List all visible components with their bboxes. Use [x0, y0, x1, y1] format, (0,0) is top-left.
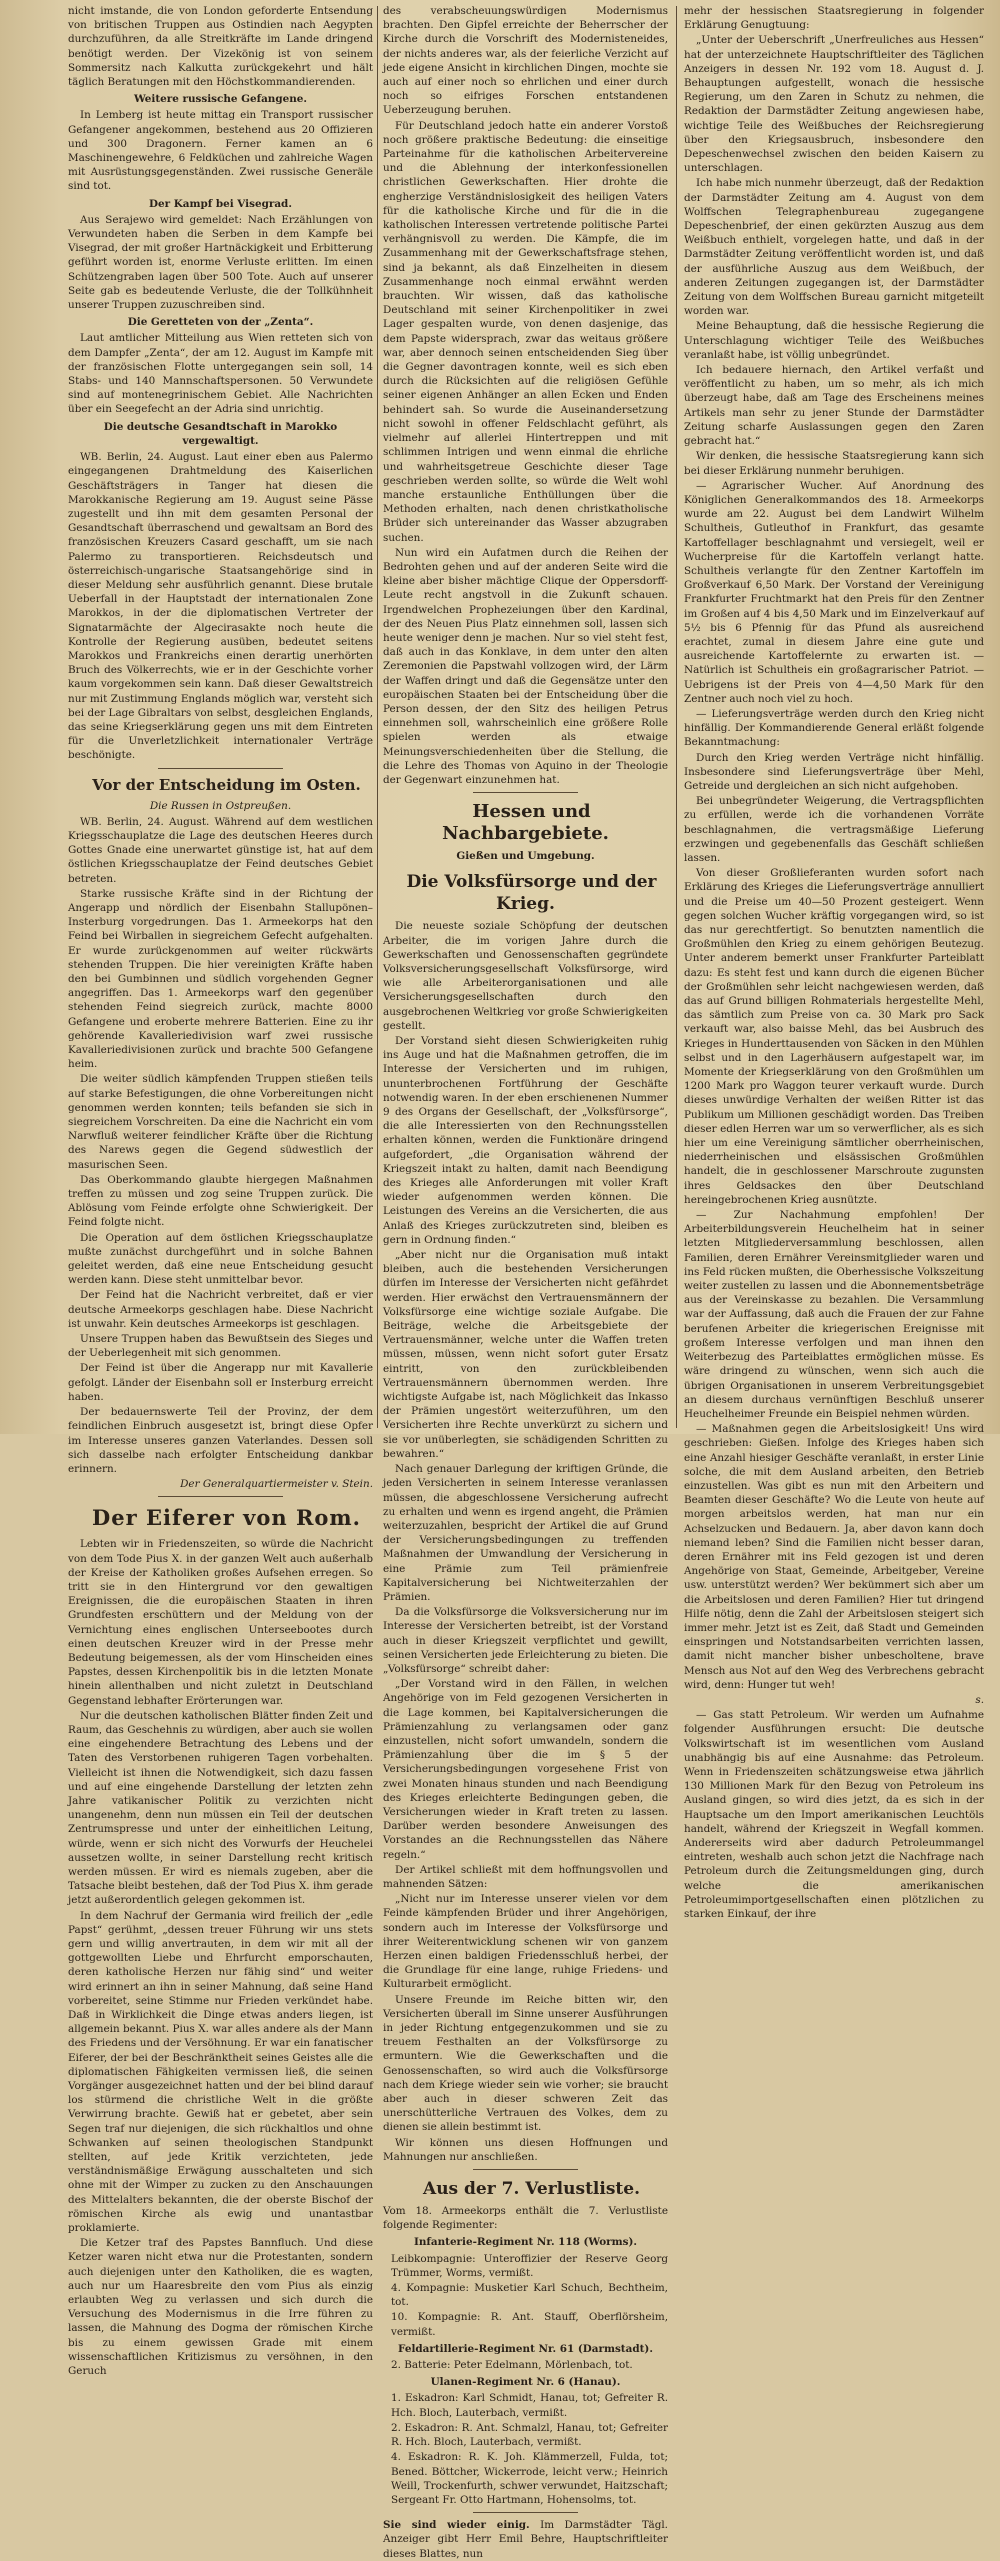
column-middle [383, 4, 668, 2560]
list-item: 4. Eskadron: R. K. Joh. Klämmerzell, Fulda, tot; Bened. Böttcher, Wickerrode, leicht verw.; Heinrich Weill, Trockenfurth, schwer verwundet, Haitzschaft; Sergeant Fr. Otto Hartmann, Hohensolms, tot. [391, 2451, 668, 2506]
paragraph: Der Feind ist über die Angerapp nur mit Kavallerie gefolgt. Länder der Eisenbahn soll er Insterburg erreicht haben. [68, 1362, 373, 1403]
paragraph: Wir denken, die hessische Staatsregierung kann sich bei dieser Erklärung nunmehr beruhigen. [684, 450, 984, 477]
article-title: Aus der 7. Verlustliste. [423, 2179, 640, 2200]
paragraph: Laut amtlicher Mitteilung aus Wien retteten sich von dem Dampfer „Zenta“, der am 12. August im Kampfe mit der französischen Flotte untergegangen sein soll, 14 Stabs- und 140 Mannschaftspersonen. 50 Verwundete sind auf montenegrinischem Gebiet. Alle Nachrichten über ein Seegefecht an der Adria sind unrichtig. [68, 332, 373, 416]
paragraph: des verabscheuungswürdigen Modernismus brachten. Den Gipfel erreichte der Beherrscher der Kirche durch die Vorschrift des Modernisteneides, der nichts anderes war, als der feierliche Verzicht auf jede eigene Ansicht in kirchlichen Dingen, mochte sie auch auf einer noch so ehrlichen und einer durch noch so eifriges Forschen entstandenen Ueberzeugung beruhen. [383, 5, 668, 117]
list-item: 1. Eskadron: Karl Schmidt, Hanau, tot; Gefreiter R. Hch. Bloch, Lauterbach, vermißt. [391, 2392, 668, 2419]
paragraph: Nun wird ein Aufatmen durch die Reihen der Bedrohten gehen und auf der anderen Seite wird die kleine aber bisher mächtige Clique der Oppersdorff-Leute recht angstvoll in die Zukunft schauen. Irgendwelchen Prophezeiungen über den Kardinal, der des Neuen Pius Platz einnehmen soll, lassen sich heute weniger denn je machen. Nur so viel steht fest, daß auch in das Konklave, in dem unter den alten Zeremonien die Papstwahl vollzogen wird, der Lärm der Waffen dringt und daß die Gegensätze unter den europäischen Staaten bei der Entscheidung über die Person dessen, der den Sitz des heiligen Petrus einnehmen soll, wahrscheinlich eine größere Rolle spielen werden als etwaige Meinungsverschiedenheiten über die Stellung, die die Lehre des Thomas von Aquino in der Theologie der Gegenwart einzunehmen hat. [383, 546, 668, 786]
paragraph: Von dieser Großlieferanten wurden sofort nach Erklärung des Krieges die Lieferungsverträge annulliert und die Preise um 40—50 Prozent gesteigert. Wenn gegen solchen Wucher kräftig vorgegangen wird, so ist das nur gerechtfertigt. So benutzten namentlich die Großmühlen den Krieg zu einem gehörigen Beutezug. Unter anderem bemerkt unser Frankfurter Parteiblatt dazu: Es steht fest und kann durch die eigenen Bücher der Großmühlen sehr leicht nachgewiesen werden, daß das auf Grund billigen Rohmaterials hergestellte Mehl, das sämtlich zum Preise von ca. 30 Mark pro Sack verkauft war, also baisse Mehl, das bei Ausbruch des Krieges in Hunderttausenden von Säcken in den Mühlen selbst und in den Lagerhäusern aufgestapelt war, im Momente der Kriegserklärung von den Großmühlen um 1200 Mark pro Waggon teurer verkauft wurde. Durch dieses unwürdige Verhalten der weißen Ritter ist das Publikum um Millionen geschädigt worden. Das Treiben dieser edlen Herren war um so verwerflicher, als es sich hier um eine Vereinigung sämtlicher oberrheinischen, niederrheinischen und elsässischen Großmühlen handelt, die in geschlossener Marschroute zugunsten ihres Geldsackes den über Deutschland hereingebrochenen Krieg ausnützte. [684, 867, 984, 1206]
section-heading: Die deutsche Gesandtschaft in Marokko vergewaltigt. [103, 420, 338, 447]
paragraph: — Zur Nachahmung empfohlen! Der Arbeiterbildungsverein Heuchelheim hat in seiner letzten Mitgliederversammlung beschlossen, allen Familien, deren Ernährer Vereinsmitglieder waren und ins Feld rücken mußten, die Oberhessische Volkszeitung weiter zustellen zu lassen und die Abonnementsbeträge aus der Vereinskasse zu bezahlen. Die Versammlung war der Auffassung, daß auch die Frauen der zur Fahne berufenen Arbeiter die kriegerischen Ereignisse mit großem Interesse verfolgen und man ihnen den Weiterbezug des Parteiblattes ermöglichen müsse. Es wäre dringend zu wünschen, wenn sich auch die übrigen Organisationen in unserem Verbreitungsgebiet an diesem durchaus vernünftigen Beschluß unserer Heuchelheimer Freunde ein Beispiel nehmen würden. [684, 1209, 984, 1420]
list-item: 10. Kompagnie: R. Ant. Stauff, Oberflörsheim, vermißt. [391, 2311, 668, 2338]
column-right [684, 4, 984, 1921]
paragraph: mehr der hessischen Staatsregierung in folgender Erklärung Genugtuung: [684, 5, 984, 32]
signature: Der Generalquartiermeister v. Stein. [180, 1478, 373, 1491]
paragraph: In dem Nachruf der Germania wird freilich der „edle Papst“ gerühmt, „dessen treuer Führung wir uns stets gern und willig anvertrauten, in dem wir mit all der gottgewollten Liebe und Ehrfurcht emporschauten, deren katholische Herzen nur fähig sind“ und weiter wird erinnert an ihn in seiner Mahnung, daß seine Hand vorbereitet, seine Stimme nur Frieden verkündet habe. Daß in Wirklichkeit die Dinge etwas anders liegen, ist allgemein bekannt. Pius X. war alles andere als der Mann des Friedens und der Versöhnung. Er war ein fanatischer Eiferer, der bei der Beschränktheit seines Geistes alle die diplomatischen Fähigkeiten vermissen ließ, die seinen Vorgänger ausgezeichnet hatten und der bei blind darauf los stürmend die christliche Welt in die größte Verwirrung brachte. Gewiß hat er gebetet, aber sein Segen traf nur diejenigen, die sich rückhaltlos und ohne Schwanken auf seinen theologischen Standpunkt stellten, auf jede Kritik verzichteten, jede verständnismäßige Erwägung ausschalteten und sich ohne mit der Wimper zu zucken zu den Anschauungen des Mittelalters bekannten, die der oberste Bischof der römischen Kirche als ewig und unantastbar proklamierte. [68, 1909, 373, 2235]
section-subtitle: Gießen und Umgebung. [456, 850, 595, 863]
list-item: 2. Eskadron: R. Ant. Schmalzl, Hanau, tot; Gefreiter R. Hch. Bloch, Lauterbach, vermißt. [391, 2421, 668, 2449]
paragraph: Der Feind hat die Nachricht verbreitet, daß er vier deutsche Armeekorps geschlagen habe. Diese Nachricht ist unwahr. Kein deutsches Armeekorps ist geschlagen. [68, 1289, 373, 1330]
paragraph: Ich bedauere hiernach, den Artikel verfaßt und veröffentlicht zu haben, um so mehr, als ich mich überzeugt habe, daß am Tage des Erscheinens meines Artikels man sehr zu jener Stunde der Darmstädter Zeitung scharfe Auslassungen gegen den Zaren gebracht hat.“ [684, 364, 984, 448]
paragraph: WB. Berlin, 24. August. Laut einer eben aus Palermo eingegangenen Drahtmeldung des Kaiserlichen Geschäftsträgers in Tanger hat diesen die Marokkanische Regierung am 19. August seine Pässe zugestellt und ihn mit dem gesamten Personal der Gesandtschaft überraschend und gewaltsam an Bord des französischen Kreuzers Casard geschafft, um sie nach Palermo zu transportieren. Reichsdeutsch und österreichisch-ungarische Staatsangehörige sind in dieser Meldung sehr ausführlich genannt. Diese brutale Ueberfall in der Hauptstadt der internationalen Zone Marokkos, in der die diplomatischen Vertreter der Signatarmächte der Algecirasakte noch heute die Kontrolle der Regierung ausüben, bedeutet seitens Marokkos und Frankreichs einen derartig unerhörten Bruch des Völkerrechts, wie er in der Geschichte vorher kaum vorgekommen sein kann. Daß dieser Gewaltstreich nur mit Zustimmung Englands möglich war, versteht sich bei der Lage Gibraltars von selbst, desgleichen Englands, das seine Kriegserklärung gegen uns mit dem Eintreten für die Unverletzlichkeit internationaler Verträge beschönigte. [68, 451, 373, 762]
paragraph: Nach genauer Darlegung der kriftigen Gründe, die jeden Versicherten in seinem Interesse veranlassen müssen, die abgeschlossene Versicherung aufrecht zu erhalten und wenn es irgend angeht, die Prämien weiterzuzahlen, bespricht der Artikel die auf Grund der Versicherungsbedingungen zu treffenden Maßnahmen der Umwandlung der Versicherung in eine Prämie zum Teil prämienfreie Kapitalversicherung bei Nichtweiterzahlen der Prämien. [383, 1463, 668, 1603]
divider [473, 792, 578, 793]
divider [473, 2169, 578, 2170]
paragraph: Da die Volksfürsorge die Volksversicherung nur im Interesse der Versicherten betreibt, ist der Vorstand auch in dieser Kriegszeit verpflichtet und gewillt, seinen Versicherten jede Erleichterung zu bieten. Die „Volksfürsorge“ schreibt daher: [383, 1606, 668, 1675]
paragraph: Starke russische Kräfte sind in der Richtung der Angerapp und nördlich der Eisenbahn Stallupönen–Insterburg vorgedrungen. Das 1. Armeekorps hat den Feind bei Wirballen in siegreichem Gefecht aufgehalten. Er wurde zurückgenommen auf weiter rückwärts stehenden Truppen. Die hier vereinigten Kräfte haben den bei Gumbinnen und südlich vorgehenden Gegner angegriffen. Das 1. Armeekorps warf den gegenüber stehenden Feind siegreich zurück, machte 8000 Gefangene und eroberte mehrere Batterien. Eine zu ihr gehörende Kavalleriedivision warf zwei russische Kavalleriedivisionen zurück und brachte 500 Gefangene heim. [68, 887, 373, 1071]
paragraph: Nur die deutschen katholischen Blätter finden Zeit und Raum, das Geschehnis zu würdigen, aber auch sie wollen eine eingehendere Betrachtung des Lebens und der Taten des Verstorbenen ruhigeren Tagen vorbehalten. Vielleicht ist ihnen die Notwendigkeit, sich dazu fassen und auf eine eingehende Darstellung der letzten zehn Jahre vatikanischer Politik zu verzichten nicht unangenehm, denn nun müssen ein Teil der deutschen Zentrumspresse und unter der einheitlichen Leitung, würde, wenn er sich nicht des Vorwurfs der Heuchelei aussetzen wollte, in seiner Darstellung recht kritisch werden müssen. Er wird es niemals zugeben, aber die Tatsache bleibt bestehen, daß der Tod Pius X. ihm gerade jetzt außerordentlich gelegen gekommen ist. [68, 1709, 373, 1907]
paragraph: Ich habe mich nunmehr überzeugt, daß der Redaktion der Darmstädter Zeitung am 4. August von dem Wolffschen Telegraphenbureau zugegangene Depeschenbrief, der einen gekürzten Auszug aus dem Weißbuch enthielt, vorgelegen hatte, und daß in der Darmstädter Zeitung veröffentlicht worden ist, und daß der ausführliche Auszug aus dem Weißbuch, der anderen Zeitungen zugegangen ist, der Darmstädter Zeitung von dem Wolffschen Bureau garnicht mitgeteilt worden war. [684, 177, 984, 318]
paragraph: Bei unbegründeter Weigerung, die Vertragspflichten zu erfüllen, werde ich die vorhandenen Vorräte beschlagnahmen, die vertragsmäßige Lieferung erzwingen und gegebenenfalls das Geschäft schließen lassen. [684, 795, 984, 864]
signature: s. [975, 1693, 984, 1706]
regiment-heading: Infanterie-Regiment Nr. 118 (Worms). [413, 2236, 638, 2249]
article-title: Der Eiferer von Rom. [92, 1505, 361, 1531]
paragraph [383, 2518, 668, 2561]
section-heading: Weitere russische Gefangene. [133, 93, 308, 106]
paragraph: Der Artikel schließt mit dem hoffnungsvollen und mahnenden Sätzen: [383, 1863, 668, 1890]
paragraph: Der Vorstand sieht diesen Schwierigkeiten ruhig ins Auge und hat die Maßnahmen getroffen, die im Interesse der Versicherten und im ruhigen, ununterbrochenen Fortführung der Geschäfte notwendig waren. In der eben erschienenen Nummer 9 des Organs der Gesellschaft, der „Volksfürsorge“, die alle Interessierten von den Rechnungsstellen erhalten können, werden die Funktionäre dringend aufgefordert, „die Organisation während der Kriegszeit intakt zu halten, damit nach Beendigung des Krieges alle Anforderungen mit voller Kraft wieder aufgenommen werden können. Die Leistungen des Vereins an die Versicherten, die aus Anlaß des Krieges zurückzutreten sind, bleiben es gern in Ordnung finden.“ [383, 1035, 668, 1246]
divider [158, 768, 283, 769]
article-title: Vor der Entscheidung im Osten. [92, 775, 361, 794]
paragraph: Für Deutschland jedoch hatte ein anderer Vorstoß noch größere praktische Bedeutung: die einseitige Parteinahme für die katholischen Arbeitervereine und die Ablehnung der interkonfessionellen christlichen Gewerkschaften. Hier drohte die engherzige Verständnislosigkeit des heiligen Vaters für die katholische Kirche und für die in die katholischen Interessen vertretende politische Partei verhängnisvoll zu werden. Die Kämpfe, die im Zusammenhang mit der Gewerkschaftsfrage stehen, sind ja bekannt, als daß Einzelheiten in diesem Zusammenhange noch einmal erwähnt werden brauchten. Wir wissen, daß das katholische Deutschland mit seiner Kirchenpolitiker in zwei Lager gespalten wurde, von denen dasjenige, das dem Papste widersprach, zwar das weitaus größere war, aber dennoch seinen entscheidenden Sieg über die Gegner davontragen konnte, weil es sich eben durch die Rücksichten auf die religiösen Gefühle seiner eigenen Anhänger an allen Ecken und Enden behindert sah. So wurde die Auseinandersetzung nicht sowohl in offener Feldschlacht geführt, als vielmehr auf allerlei Hintertreppen und mit schlimmen Intrigen und wenn einmal die ehrliche und wahrheitsgetreue Geschichte dieser Tage geschrieben werden sollte, so würde die Welt wohl manche erstaunliche Enthüllungen über die Methoden erhalten, nach denen christkatholische Brüder sich untereinander das Wasser abzugraben suchen. [383, 119, 668, 544]
column-rule [377, 6, 378, 1428]
paragraph-text: Im Darmstädter Tägl. Anzeiger gibt Herr Emil Behre, Hauptschriftleiter dieses Blattes, nun [383, 2519, 668, 2560]
paragraph: Die Operation auf dem östlichen Kriegsschauplatze mußte zunächst durchgeführt und in solche Bahnen geleitet werden, daß eine neue Entscheidung gesucht werden kann. Diese steht unmittelbar bevor. [68, 1231, 373, 1287]
paragraph: Meine Behauptung, daß die hessische Regierung die Unterschlagung wichtiger Teile des Weißbuches veranlaßt habe, ist völlig unbegründet. [684, 320, 984, 361]
paragraph: Die neueste soziale Schöpfung der deutschen Arbeiter, die im vorigen Jahre durch die Gewerkschaften und Genossenschaften gegründete Volksversicherungsgesellschaft Volksfürsorge, wird wie alle Arbeiterorganisationen und alle Versicherungsgesellschaften durch den ausgebrochenen Weltkrieg vor große Schwierigkeiten gestellt. [383, 920, 668, 1032]
section-heading: Der Kampf bei Visegrad. [149, 197, 292, 210]
paragraph: Vom 18. Armeekorps enthält die 7. Verlustliste folgende Regimenter: [383, 2205, 668, 2232]
paragraph: „Aber nicht nur die Organisation muß intakt bleiben, auch die bestehenden Versicherungen dürfen im Interesse der Versicherten nicht gefährdet werden. Hier erwächst den Vertrauensmännern der Volksfürsorge eine wichtige soziale Aufgabe. Die Beiträge, welche die Arbeitsgebiete der Vertrauensmänner, welche unter die Waffen treten müssen, müssen, wenn nicht sofort guter Ersatz eintritt, von den zurückbleibenden Vertrauensmännern übernommen werden. Ihre wichtigste Aufgabe ist, nach Möglichkeit das Inkasso der Prämien ungestört weiterzuführen, um den Versicherten ihre Rechte unverkürzt zu sichern und sie vor unüberlegten, sie schädigenden Schritten zu bewahren.“ [383, 1249, 668, 1460]
article-subtitle: Die Russen in Ostpreußen. [149, 799, 292, 812]
paragraph: WB. Berlin, 24. August. Während auf dem westlichen Kriegsschauplatze die Lage des deutschen Heeres durch Gottes Gnade eine unerwartet günstige ist, hat auf dem östlichen Kriegsschauplatze der Feind deutsches Gebiet betreten. [68, 815, 373, 885]
paragraph: Lebten wir in Friedenszeiten, so würde die Nachricht von dem Tode Pius X. in der ganzen Welt auch außerhalb der Kreise der Katholiken großes Aufsehen erregen. So tritt sie in den Hintergrund vor den gewaltigen Ereignissen, die die europäischen Staaten in ihren Grundfesten erschüttern und der Meldung von der Vernichtung eines englischen Unterseebootes durch einen deutschen Kreuzer wird in der Presse mehr Bedeutung beigemessen, als der vom Hinscheiden eines Papstes, dessen Kirchenpolitik bis in die letzten Monate hinein allenthalben und nicht zuletzt in Deutschland Gegenstand lebhafter Erörterungen war. [68, 1538, 373, 1707]
paragraph: Das Oberkommando glaubte hiergegen Maßnahmen treffen zu müssen und zog seine Truppen zurück. Die Ablösung vom Feinde erfolgte ohne Schwierigkeit. Der Feind folgte nicht. [68, 1173, 373, 1229]
paragraph: Die Ketzer traf des Papstes Bannfluch. Und diese Ketzer waren nicht etwa nur die Protestanten, sondern auch diejenigen unter den Katholiken, die es wagten, auch nur um Haaresbreite den vom Pius als einzig erlaubten Weg zu verlassen und sich durch die Versuchung des Modernismus in die Irre führen zu lassen, die Mahnung des Dogma der römischen Kirche bis zu einem gewissen Grade mit einem wissenschaftlichen Kritizismus zu versöhnen, in den Geruch [68, 2237, 373, 2378]
paragraph: „Unter der Ueberschrift „Unerfreuliches aus Hessen“ hat der unterzeichnete Hauptschriftleiter des Täglichen Anzeigers in dessen Nr. 192 vom 18. August d. J. Behauptungen aufgestellt, wonach die hessische Regierung, um den Zaren in Schutz zu nehmen, die Redaktion der Darmstädter Zeitung angewiesen habe, wichtige Teile des Weißbuches der Reichsregierung über den Kriegsausbruch, insbesondere den Depeschenwechsel zwischen den beiden Kaisern zu unterschlagen. [684, 34, 984, 175]
regiment-heading: Feldartillerie-Regiment Nr. 61 (Darmstadt). [398, 2342, 653, 2355]
paragraph: In Lemberg ist heute mittag ein Transport russischer Gefangener angekommen, bestehend aus 20 Offizieren und 300 Dragonern. Ferner kamen an 6 Maschinengewehre, 6 Feldküchen und zahlreiche Wagen mit Ausrüstungsgegenständen. Zwei russische Generäle sind tot. [68, 109, 373, 193]
list-item: Leibkompagnie: Unteroffizier der Reserve Georg Trümmer, Worms, vermißt. [391, 2252, 668, 2279]
paragraph: Durch den Krieg werden Verträge nicht hinfällig. Insbesondere sind Lieferungsverträge über Mehl, Getreide und dergleichen an sich nicht aufgehoben. [684, 751, 984, 792]
paragraph: nicht imstande, die von London geforderte Entsendung von britischen Truppen aus Ostindien nach Aegypten durchzuführen, da alle Streitkräfte im Lande dringend benötigt werden. Der Vizekönig ist von seinem Sommersitz nach Kalkutta zurückgekehrt und hält täglich Beratungen mit den Höchstkommandierenden. [68, 5, 373, 89]
paragraph: Unsere Freunde im Reiche bitten wir, den Versicherten überall im Sinne unserer Ausführungen in jeder Richtung entgegenzukommen und sie zu treuem Festhalten an der Volksfürsorge zu ermuntern. Wie die Gewerkschaften und die Genossenschaften, so wird auch die Volksfürsorge nach dem Kriege wieder sein wie vorher; sie braucht aber auch in dieser schweren Zeit das unerschütterliche Vertrauen des Volkes, dem zu dienen sie allein bestimmt ist. [383, 1993, 668, 2134]
list-item: 4. Kompagnie: Musketier Karl Schuch, Bechtheim, tot. [391, 2282, 668, 2309]
run-in-heading: Sie sind wieder einig. [383, 2519, 530, 2532]
divider [158, 1496, 283, 1497]
paragraph: Unsere Truppen haben das Bewußtsein des Sieges und der Ueberlegenheit mit sich genommen. [68, 1333, 373, 1360]
column-rule [676, 6, 677, 1428]
section-title: Hessen und Nachbargebiete. [442, 801, 609, 845]
paragraph: — Lieferungsverträge werden durch den Krieg nicht hinfällig. Der Kommandierende General erläßt folgende Bekanntmachung: [684, 707, 984, 749]
paragraph: Wir können uns diesen Hoffnungen und Mahnungen nur anschließen. [383, 2136, 668, 2163]
paragraph: „Nicht nur im Interesse unserer vielen vor dem Feinde kämpfenden Brüder und ihrer Angehörigen, sondern auch im Interesse der Volksfürsorge und ihrer Weiterentwicklung schenen wir von ganzem Herzen einen baldigen Friedensschluß herbei, der die Grundlage für eine lange, ruhige Friedens- und Kulturarbeit ermöglicht. [383, 1893, 668, 1991]
column-left [68, 4, 373, 2378]
section-heading: Die Geretteten von der „Zenta“. [127, 316, 314, 329]
paragraph: Die weiter südlich kämpfenden Truppen stießen teils auf starke Befestigungen, die ohne Vorbereitungen nicht genommen werden konnten; teils befanden sie sich in siegreichem Vorschreiten. Da eine die Nachricht ein vom Narwfluß weiterer feindlicher Kräfte über die Richtung des Narews gegen die Gegend südwestlich der masurischen Seen. [68, 1073, 373, 1171]
paragraph: — Maßnahmen gegen die Arbeitslosigkeit! Uns wird geschrieben: Gießen. Infolge des Krieges haben sich eine Anzahl hiesiger Geschäfte veranlaßt, in erster Linie solche, die mit dem Ausland arbeiten, den Betrieb einzustellen. Was gibt es nun mit den Arbeitern und Beamten dieser Geschäfte? Wo die Leute von heute auf morgen arbeitslos werden, hat man nur ein Achselzucken und Bedauern. Ja, aber davon kann doch niemand leben? Sind die Familien nicht besser daran, deren Ernährer mit ins Feld gezogen ist und deren Angehörige von Staat, Gemeinde, Arbeitgeber, Vereine usw. unterstützt werden? Wer bekümmert sich aber um die Arbeitslosen und deren Familien? Hier tut dringend Hilfe nötig, denn die Zahl der Arbeitslosen steigert sich immer mehr. Jetzt ist es Zeit, daß Stadt und Gemeinden einspringen und Notstandsarbeiten verrichten lassen, damit nicht mancher bisher unbescholtene, brave Mensch aus Not auf den Weg des Verbrechens gebracht wird, denn: Hunger tut weh! [684, 1423, 984, 1691]
list-item: 2. Batterie: Peter Edelmann, Mörlenbach, tot. [391, 2359, 633, 2372]
paragraph: — Agrarischer Wucher. Auf Anordnung des Königlichen Generalkommandos des 18. Armeekorps wurde am 22. August bei dem Landwirt Wilhelm Schultheis, Gutleuthof in Frankfurt, das gesamte Kartoffellager beschlagnahmt und versiegelt, weil er Wucherpreise für die Kartoffeln verlangt hatte. Schultheis verlangte für den Zentner Kartoffeln im Großverkauf 6,50 Mark. Der Vorstand der Vereinigung Frankfurter Fruchtmarkt hat den Preis für den Zentner im Großen auf 4 bis 4,50 Mark und im Einzelverkauf auf 5½ bis 6 Pfennig für das Pfund als ausreichend erachtet, zumal in diesem Jahre eine gute und ausreichende Kartoffelernte zu erwarten ist. — Natürlich ist Schultheis ein großagrarischer Patriot. — Uebrigens ist der Preis von 4—4,50 Mark für den Zentner auch noch viel zu hoch. [684, 479, 984, 705]
paragraph: Aus Serajewo wird gemeldet: Nach Erzählungen von Verwundeten haben die Serben in dem Kampfe bei Visegrad, der mit großer Hartnäckigkeit und Erbitterung geführt worden ist, enorme Verluste erlitten. Im einen Schützengraben lagen über 500 Tote. Auch auf unserer Seite gab es bedeutende Verluste, die der Tollkühnheit unserer Truppen zuzuschreiben sind. [68, 213, 373, 312]
regiment-heading: Ulanen-Regiment Nr. 6 (Hanau). [430, 2376, 621, 2389]
paragraph: Der bedauernswerte Teil der Provinz, der dem feindlichen Einbruch ausgesetzt ist, bringt diese Opfer im Interesse unseres ganzen Vaterlandes. Dessen soll sich dasselbe nach erfolgter Entscheidung dankbar erinnern. [68, 1406, 373, 1475]
article-title: Die Volksfürsorge und der Krieg. [406, 872, 657, 915]
paragraph: „Der Vorstand wird in den Fällen, in welchen Angehörige von im Feld gezogenen Versicherten in die Lage kommen, bei Kapitalversicherungen die Prämienzahlung zu verlangsamen oder ganz einzustellen, nicht sofort umwandeln, sondern die Prämienzahlung über die im § 5 der Versicherungsbedingungen vorgesehene Frist von zwei Monaten hinaus stunden und nach Beendigung des Krieges erleichterte Bedingungen geben, die Versicherungen wieder in Kraft treten zu lassen. Darüber werden besondere Anweisungen des Vorstandes an die Rechnungsstellen das Nähere regeln.“ [383, 1678, 668, 1861]
divider [473, 2512, 578, 2513]
paragraph: — Gas statt Petroleum. Wir werden um Aufnahme folgender Ausführungen ersucht: Die deutsche Volkswirtschaft ist im wesentlichen vom Ausland unabhängig bis auf eine Ausnahme: das Petroleum. Wenn in Friedenszeiten schätzungsweise etwa jährlich 130 Millionen Mark für den Bezug von Petroleum ins Ausland gingen, so wird dies jetzt, da es sich in der Hauptsache um den Import amerikanischen Leuchtöls handelt, während der Kriegszeit in Wegfall kommen. Andererseits wird aber dadurch Petroleummangel eintreten, weshalb auch schon jetzt die Nachfrage nach Petroleum durch die Zeitungsmeldungen ging, durch welche die amerikanischen Petroleumimportgesellschaften einen plötzlichen zu starken Einkauf, der ihre [684, 1709, 984, 1921]
